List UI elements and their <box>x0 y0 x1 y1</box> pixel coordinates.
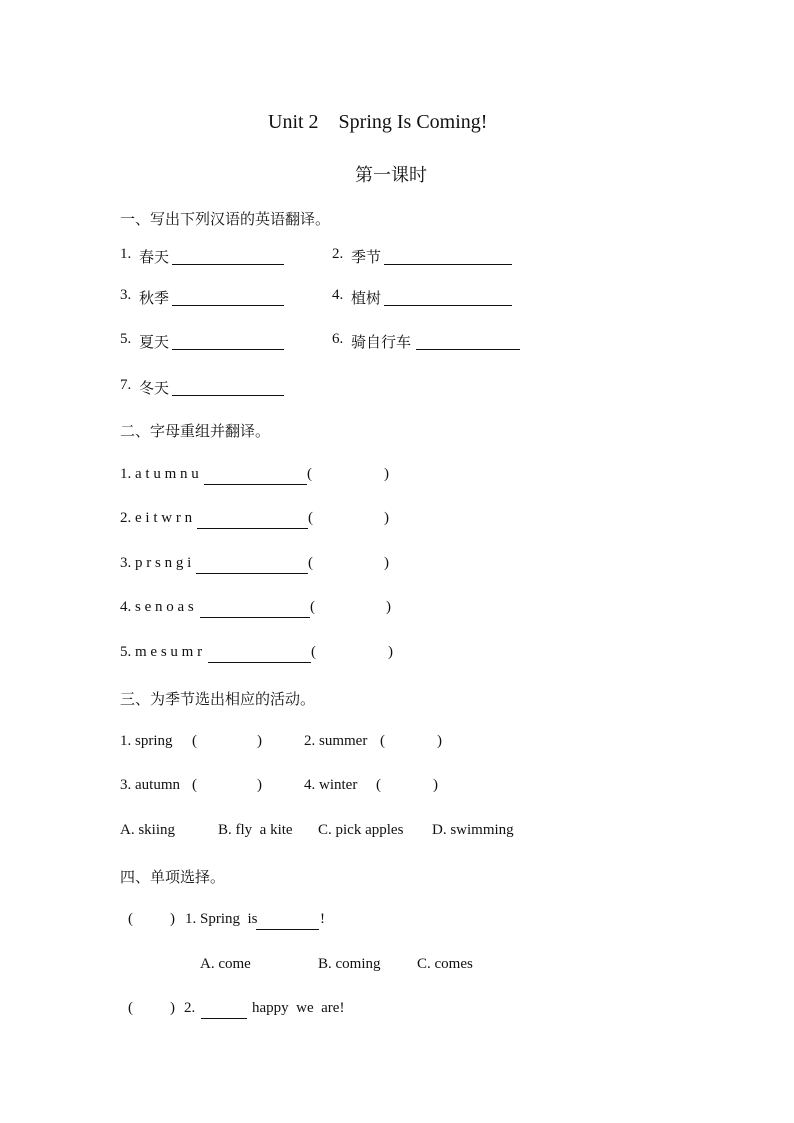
item-word: 季节 <box>351 248 382 266</box>
item-number: 2. <box>332 246 344 262</box>
activity-option-b: B. fly a kite <box>218 822 293 838</box>
answer-blank[interactable] <box>201 1017 247 1019</box>
open-paren: ( <box>308 510 313 526</box>
answer-blank[interactable] <box>172 304 284 306</box>
season-label: 4. winter <box>304 777 358 793</box>
open-paren: ( <box>311 644 316 660</box>
close-paren: ) <box>384 510 389 526</box>
close-paren: ) <box>257 733 262 749</box>
question-1-option-b: B. coming <box>318 956 381 972</box>
answer-blank[interactable] <box>172 348 284 350</box>
page-subtitle: 第一课时 <box>355 165 427 185</box>
activity-option-c: C. pick apples <box>318 822 404 838</box>
page-title: Unit 2 Spring Is Coming! <box>268 111 488 133</box>
close-paren: ) <box>257 777 262 793</box>
answer-blank[interactable] <box>384 304 512 306</box>
item-word: 冬天 <box>139 379 170 397</box>
close-paren: ) <box>170 1000 175 1016</box>
scrambled-word: 4. s e n o a s <box>120 599 194 615</box>
open-paren: ( <box>307 466 312 482</box>
open-paren: ( <box>380 733 385 749</box>
item-number: 6. <box>332 331 344 347</box>
season-label: 2. summer <box>304 733 368 749</box>
section-3-heading: 三、为季节选出相应的活动。 <box>120 690 316 708</box>
question-end: ! <box>320 911 325 927</box>
item-word: 植树 <box>351 289 382 307</box>
item-number: 4. <box>332 287 344 303</box>
question-text: 1. Spring is <box>185 911 258 927</box>
question-number: 2. <box>184 1000 196 1016</box>
answer-blank[interactable] <box>256 928 319 930</box>
open-paren: ( <box>128 911 133 927</box>
answer-blank[interactable] <box>384 263 512 265</box>
item-number: 3. <box>120 287 132 303</box>
scrambled-word: 1. a t u m n u <box>120 466 199 482</box>
open-paren: ( <box>308 555 313 571</box>
close-paren: ) <box>433 777 438 793</box>
item-number: 1. <box>120 246 132 262</box>
close-paren: ) <box>437 733 442 749</box>
close-paren: ) <box>384 555 389 571</box>
open-paren: ( <box>376 777 381 793</box>
section-4-heading: 四、单项选择。 <box>120 868 226 886</box>
close-paren: ) <box>384 466 389 482</box>
answer-blank[interactable] <box>208 661 311 663</box>
answer-blank[interactable] <box>172 263 284 265</box>
item-word: 春天 <box>139 248 170 266</box>
activity-option-d: D. swimming <box>432 822 514 838</box>
close-paren: ) <box>386 599 391 615</box>
answer-blank[interactable] <box>172 394 284 396</box>
question-1-option-a: A. come <box>200 956 251 972</box>
scrambled-word: 3. p r s n g i <box>120 555 192 571</box>
activity-option-a: A. skiing <box>120 822 176 838</box>
open-paren: ( <box>192 777 197 793</box>
season-label: 3. autumn <box>120 777 180 793</box>
answer-blank[interactable] <box>416 348 520 350</box>
open-paren: ( <box>310 599 315 615</box>
answer-blank[interactable] <box>196 572 308 574</box>
item-number: 5. <box>120 331 132 347</box>
item-word: 骑自行车 <box>351 333 412 351</box>
item-word: 夏天 <box>139 333 170 351</box>
question-1-option-c: C. comes <box>417 956 473 972</box>
scrambled-word: 5. m e s u m r <box>120 644 203 660</box>
question-text: happy we are! <box>252 1000 345 1016</box>
item-number: 7. <box>120 377 132 393</box>
open-paren: ( <box>128 1000 133 1016</box>
item-word: 秋季 <box>139 289 170 307</box>
close-paren: ) <box>388 644 393 660</box>
season-label: 1. spring <box>120 733 173 749</box>
section-2-heading: 二、字母重组并翻译。 <box>120 422 271 440</box>
answer-blank[interactable] <box>197 527 308 529</box>
scrambled-word: 2. e i t w r n <box>120 510 193 526</box>
answer-blank[interactable] <box>200 616 310 618</box>
section-1-heading: 一、写出下列汉语的英语翻译。 <box>120 210 331 228</box>
answer-blank[interactable] <box>204 483 307 485</box>
close-paren: ) <box>170 911 175 927</box>
open-paren: ( <box>192 733 197 749</box>
